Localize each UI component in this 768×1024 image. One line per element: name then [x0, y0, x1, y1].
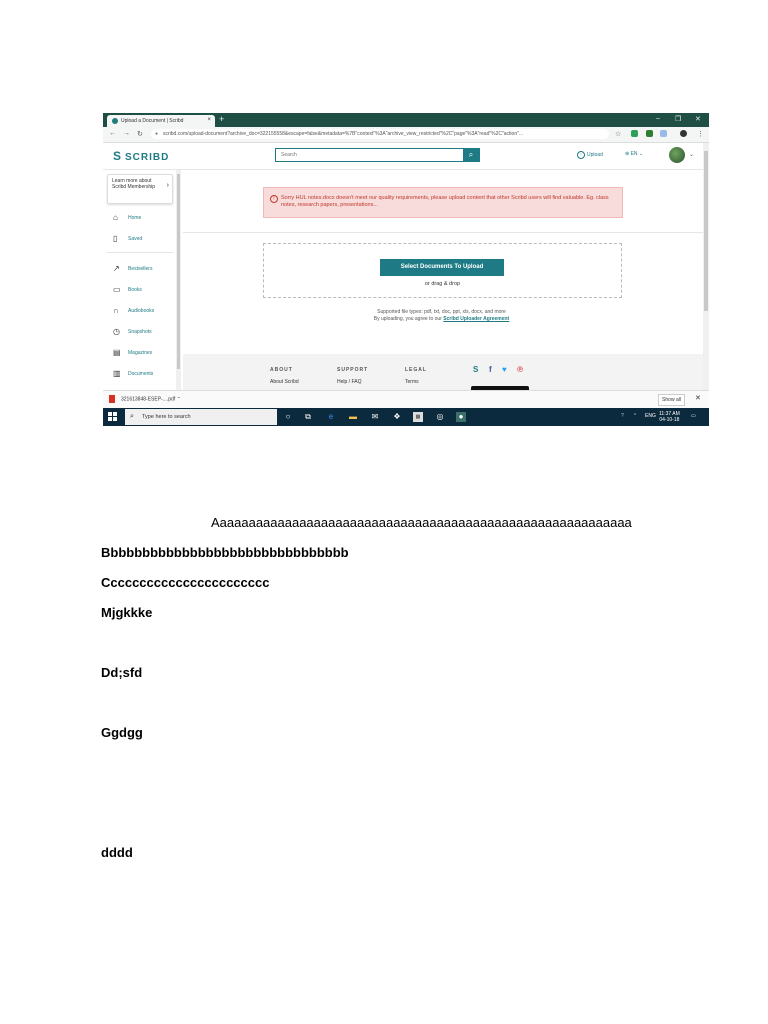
download-item[interactable] [109, 395, 181, 403]
forward-arrow-icon[interactable]: → [123, 130, 130, 137]
taskbar-clock[interactable] [659, 411, 680, 423]
globe-icon: ⊕ [625, 151, 631, 157]
stopwatch-icon: ◷ [113, 327, 120, 336]
upload-arrow-icon: ↑ [577, 151, 585, 159]
bookmark-icon: ▯ [113, 234, 118, 243]
language-label: EN [630, 151, 638, 157]
upload-info [263, 309, 620, 323]
extension-icon[interactable] [646, 130, 653, 137]
search-icon: ⌕ [130, 413, 134, 420]
footer-link-help[interactable]: Help / FAQ [337, 379, 362, 385]
download-filename: 321613848-ESEP-....pdf [121, 396, 176, 403]
taskbar-search-placeholder: Type here to search [142, 414, 191, 420]
text-line-ddsfd: Dd;sfd [101, 665, 143, 680]
footer-heading-support: SUPPORT [337, 367, 369, 373]
sidebar-item-snapshots[interactable] [113, 327, 152, 336]
text-line-a: Aaaaaaaaaaaaaaaaaaaaaaaaaaaaaaaaaaaaaaaaaaaaaaaaaaaaaaaaaa [211, 515, 632, 530]
footer-link-about[interactable]: About Scribd [270, 379, 299, 385]
sidebar-item-books[interactable] [113, 285, 142, 294]
reload-icon[interactable]: ↻ [137, 131, 143, 138]
sidebar-item-label: Home [128, 214, 142, 221]
lock-icon: ● [155, 131, 159, 137]
sidebar-item-label: Books [128, 286, 142, 293]
facebook-icon[interactable]: f [489, 365, 492, 374]
minimize-button[interactable]: – [656, 115, 660, 122]
downloads-bar [103, 390, 709, 408]
pinterest-icon[interactable]: ℗ [517, 365, 523, 374]
profile-icon[interactable] [680, 130, 687, 137]
search-input[interactable] [276, 149, 466, 161]
agreement-line [263, 316, 620, 323]
select-documents-button[interactable]: Select Documents To Upload [380, 259, 504, 276]
footer-heading-about: ABOUT [270, 367, 293, 373]
membership-promo[interactable] [107, 174, 173, 204]
show-all-button[interactable]: Show all [658, 394, 685, 406]
embedded-screenshot [103, 113, 709, 426]
sidebar-item-label: Saved [128, 235, 143, 242]
scrollbar-thumb[interactable] [177, 174, 180, 369]
text-line-dddd: dddd [101, 845, 133, 860]
tab-close-icon[interactable]: × [207, 117, 211, 123]
sidebar-item-label: Audiobooks [128, 307, 155, 314]
sidebar-scrollbar[interactable] [176, 170, 181, 390]
address-bar-row [103, 127, 709, 143]
sidebar-item-saved[interactable] [113, 234, 142, 243]
mail-icon[interactable]: ✉ [371, 412, 379, 421]
clock-date: 04-10-18 [659, 417, 680, 423]
sidebar-item-label: Snapshots [128, 328, 152, 335]
headphones-icon: ∩ [113, 306, 119, 315]
sidebar-item-audiobooks[interactable] [113, 306, 154, 315]
bookmark-star-icon[interactable]: ☆ [615, 131, 622, 138]
drop-zone[interactable] [263, 243, 622, 298]
search-box [275, 148, 480, 162]
avatar[interactable] [669, 147, 685, 163]
text-line-ggdgg: Ggdgg [101, 725, 143, 740]
groove-icon[interactable]: ◎ [436, 412, 444, 421]
scribd-favicon-icon [112, 118, 118, 124]
pdf-file-icon [109, 395, 115, 403]
sidebar-item-documents[interactable] [113, 369, 153, 378]
chevron-up-icon[interactable]: ⌃ [633, 413, 638, 419]
extension-icon[interactable] [631, 130, 638, 137]
scribd-page [103, 143, 703, 390]
chevron-up-icon[interactable]: ⌃ [175, 396, 181, 403]
sidebar-item-label: Bestsellers [128, 265, 153, 272]
extension-icon[interactable] [660, 130, 667, 137]
upload-label: Upload [587, 152, 603, 158]
sidebar-item-magazines[interactable] [113, 348, 152, 357]
sidebar-item-label: Magazines [128, 349, 153, 356]
upload-link[interactable] [577, 151, 603, 159]
back-arrow-icon[interactable]: ← [109, 130, 116, 137]
new-tab-button[interactable]: + [219, 114, 225, 124]
footer-link-terms[interactable]: Terms [405, 379, 419, 385]
text-line-b: Bbbbbbbbbbbbbbbbbbbbbbbbbbbbbbb [101, 545, 349, 560]
supported-types: Supported file types: pdf, txt, doc, ppt, xls, docx, and more [377, 309, 506, 315]
footer-heading-legal: LEGAL [405, 367, 427, 373]
file-explorer-icon[interactable]: ▬ [349, 412, 357, 421]
url-field[interactable] [151, 129, 609, 139]
text-line-c: Ccccccccccccccccccccccc [101, 575, 270, 590]
twitter-icon[interactable]: ♥ [502, 365, 507, 374]
help-icon[interactable]: ? [621, 413, 624, 419]
drag-drop-text: or drag & drop [424, 281, 461, 287]
logo-text: SCRIBD [125, 152, 170, 163]
taskbar-search[interactable] [125, 409, 277, 425]
upload-main [183, 170, 703, 390]
url-text: scribd.com/upload-document?archive_doc=322155558&escape=false&metadata=%7B"context"%3A"archive_view_restricted"%2C"page"%3A"read"%2C"action"... [163, 131, 524, 137]
chrome-icon[interactable]: ● [456, 412, 466, 422]
menu-dots-icon[interactable]: ⋮ [697, 131, 704, 138]
sidebar-item-bestsellers[interactable] [113, 264, 152, 273]
site-footer [183, 354, 703, 390]
edge-icon[interactable]: e [328, 412, 334, 421]
notifications-icon[interactable]: ▭ [691, 413, 696, 419]
dropbox-icon[interactable]: ❖ [393, 412, 401, 421]
scrollbar-thumb[interactable] [704, 151, 708, 311]
task-view-icon[interactable]: ⧉ [305, 412, 311, 421]
scribd-s-icon: S [113, 149, 123, 163]
error-alert [263, 187, 623, 218]
sidebar-item-label: Documents [128, 370, 154, 377]
uploader-agreement-link[interactable]: Scribd Uploader Agreement [443, 316, 510, 322]
sidebar [103, 170, 181, 390]
text-line-mjgkkke: Mjgkkke [101, 605, 153, 620]
close-icon[interactable]: ✕ [695, 395, 701, 402]
scribd-social-icon[interactable]: S [473, 365, 479, 374]
site-header [103, 143, 703, 170]
cortana-icon[interactable]: ○ [285, 412, 291, 421]
sidebar-item-home[interactable] [113, 213, 141, 222]
chevron-down-icon[interactable]: ⌄ [689, 152, 695, 158]
document-icon: ▥ [113, 369, 121, 378]
windows-start-icon[interactable] [108, 412, 118, 422]
clock-time: 11:37 AM [659, 411, 680, 417]
sidebar-divider [107, 252, 173, 253]
close-window-button[interactable]: ✕ [695, 116, 701, 123]
divider [183, 232, 703, 233]
chevron-right-icon: › [166, 182, 169, 189]
tab-title: Upload a Document | Scribd [121, 118, 184, 124]
app-icon[interactable]: ▦ [413, 412, 423, 422]
browser-tab[interactable] [107, 115, 215, 127]
search-icon[interactable]: ⌕ [463, 149, 479, 161]
home-icon: ⌂ [113, 213, 118, 222]
agreement-prefix: By uploading, you agree to our [373, 316, 444, 322]
language-selector[interactable] [625, 151, 643, 157]
chevron-down-icon: ⌄ [637, 151, 644, 157]
book-icon: ▭ [113, 285, 121, 294]
scribd-logo[interactable] [113, 149, 169, 163]
page-scrollbar[interactable] [703, 143, 709, 390]
error-message: Sorry HUL notes.docx doesn't meet our quality requirements, please upload content that other Scribd users will find valuable. Eg. class notes, research papers, presentations... [281, 195, 609, 208]
promo-text: Learn more about Scribd Membership [112, 178, 156, 190]
windows-taskbar [103, 408, 709, 426]
restore-button[interactable]: ❐ [675, 116, 682, 123]
input-language[interactable]: ENG [645, 413, 656, 419]
browser-tab-bar [103, 113, 709, 127]
trending-icon: ↗ [113, 264, 120, 273]
alert-icon: ! [270, 195, 278, 203]
magazine-icon: ▤ [113, 348, 121, 357]
